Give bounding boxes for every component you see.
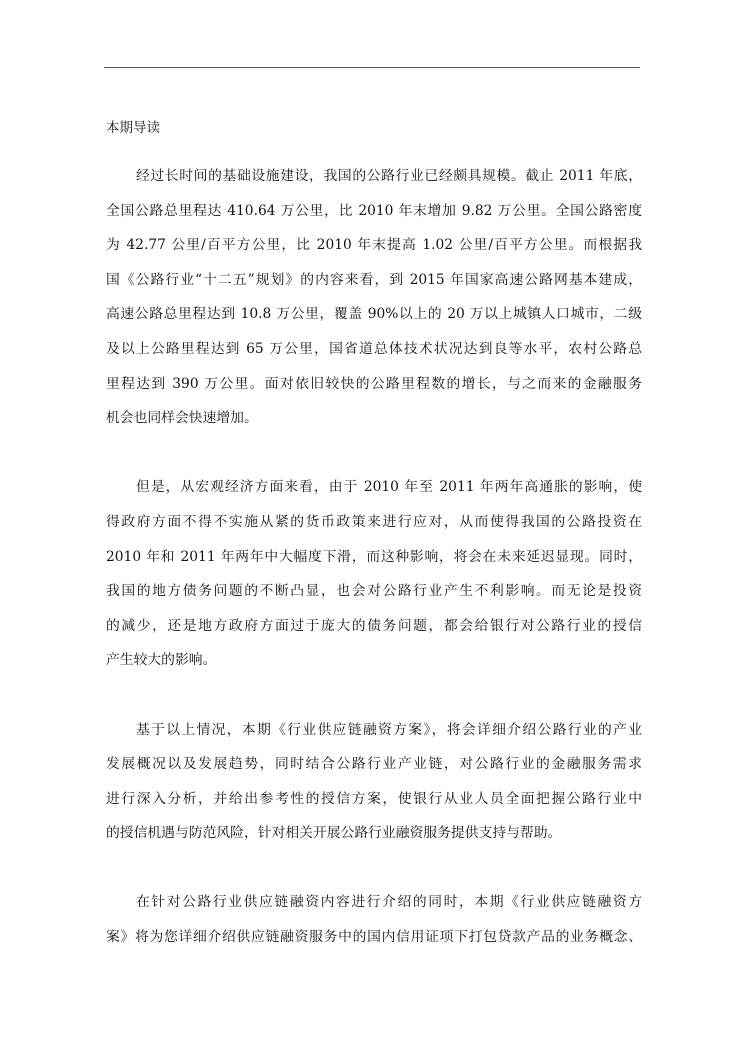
paragraph-gap bbox=[106, 851, 642, 886]
paragraph-line: 全国公路总里程达 410.64 万公里，比 2010 年末增加 9.82 万公里。全国公路密度 bbox=[106, 202, 642, 219]
paragraph-line: 及以上公路里程达到 65 万公里，国省道总体技术状况达到良等水平，农村公路总 bbox=[106, 340, 642, 357]
paragraph-gap bbox=[106, 678, 642, 713]
paragraph-line: 发展概况以及发展趋势，同时结合公路行业产业链，对公路行业的金融服务需求 bbox=[106, 756, 642, 773]
paragraph-line: 2010 年和 2011 年两年中大幅度下滑，而这种影响，将会在未来延迟显现。同时， bbox=[106, 548, 642, 565]
header-rule bbox=[104, 67, 640, 68]
paragraph-line: 基于以上情况，本期《行业供应链融资方案》，将会详细介绍公路行业的产业 bbox=[136, 721, 642, 738]
paragraph-line: 的减少，还是地方政府方面过于庞大的债务问题，都会给银行对公路行业的授信 bbox=[106, 617, 642, 634]
paragraph-line: 经过长时间的基础设施建设，我国的公路行业已经颇具规模。截止 2011 年底， bbox=[136, 168, 642, 184]
paragraph-1 bbox=[106, 159, 642, 436]
paragraph-4 bbox=[106, 885, 642, 954]
paragraph-line: 案》将为您详细介绍供应链融资服务中的国内信用证项下打包贷款产品的业务概念、 bbox=[106, 929, 642, 946]
paragraph-line: 得政府方面不得不实施从紧的货币政策来进行应对，从而使得我国的公路投资在 bbox=[106, 513, 642, 530]
paragraph-3 bbox=[106, 713, 642, 851]
paragraph-line: 在针对公路行业供应链融资内容进行介绍的同时，本期《行业供应链融资方 bbox=[136, 894, 642, 911]
paragraph-line: 但是，从宏观经济方面来看，由于 2010 年至 2011 年两年高通胀的影响，使 bbox=[136, 479, 642, 496]
paragraph-line: 里程达到 390 万公里。面对依旧较快的公路里程数的增长，与之而来的金融服务 bbox=[106, 375, 642, 392]
paragraph-line: 产生较大的影响。 bbox=[106, 652, 217, 669]
paragraph-gap bbox=[106, 436, 642, 471]
paragraph-line: 国《公路行业“十二五”规划》的内容来看，到 2015 年国家高速公路网基本建成， bbox=[106, 271, 642, 288]
document-body bbox=[106, 159, 642, 955]
paragraph-line: 我国的地方债务问题的不断凸显，也会对公路行业产生不利影响。而无论是投资 bbox=[106, 583, 642, 600]
paragraph-line: 进行深入分析，并给出参考性的授信方案，使银行从业人员全面把握公路行业中 bbox=[106, 790, 642, 807]
paragraph-2 bbox=[106, 470, 642, 678]
paragraph-line: 机会也同样会快速增加。 bbox=[106, 410, 258, 427]
paragraph-line: 为 42.77 公里/百平方公里，比 2010 年末提高 1.02 公里/百平方公里。而根据我 bbox=[106, 237, 642, 254]
section-title: 本期导读 bbox=[106, 120, 160, 136]
paragraph-line: 高速公路总里程达到 10.8 万公里，覆盖 90%以上的 20 万以上城镇人口城市，二级 bbox=[106, 306, 642, 323]
paragraph-line: 的授信机遇与防范风险，针对相关开展公路行业融资服务提供支持与帮助。 bbox=[106, 825, 562, 842]
